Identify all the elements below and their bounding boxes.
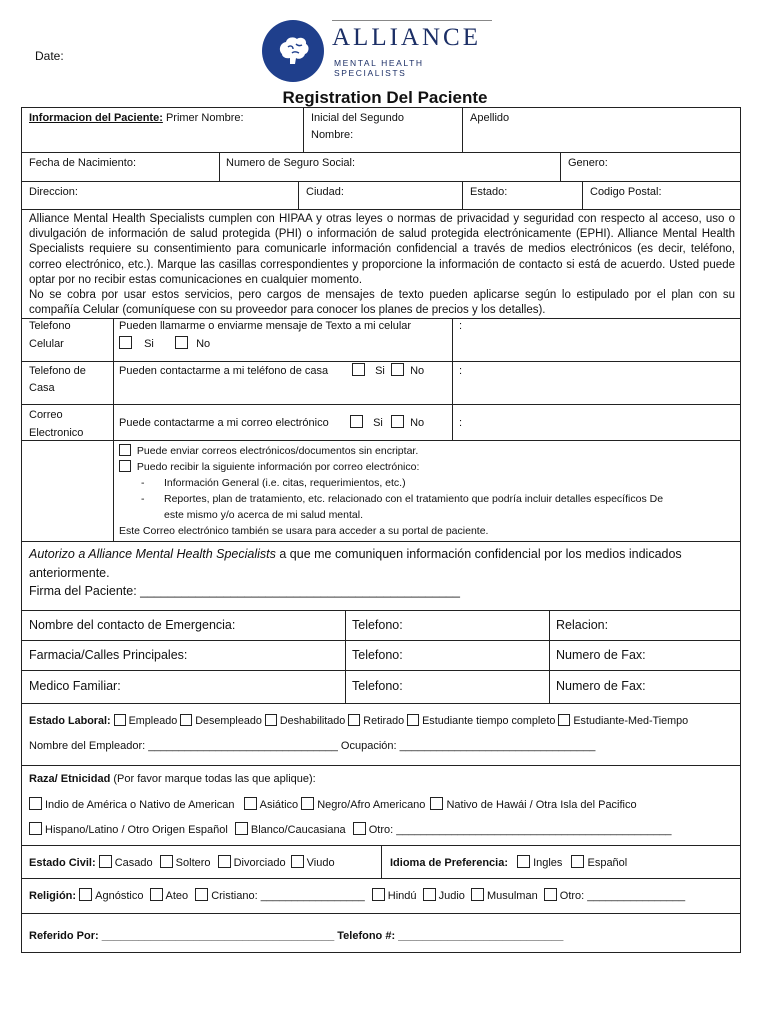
civil-label: Estado Civil: bbox=[29, 857, 96, 869]
widowed-label: Viudo bbox=[306, 857, 335, 869]
employed-checkbox[interactable] bbox=[114, 714, 126, 726]
authorization-rest: a que me comuniquen información confidencial por los medios indicados bbox=[275, 547, 682, 561]
rule bbox=[21, 640, 741, 641]
zip-label[interactable]: Codigo Postal: bbox=[590, 186, 662, 198]
christian-field[interactable]: Cristiano: _________________ bbox=[211, 890, 365, 902]
atheist-checkbox[interactable] bbox=[150, 888, 163, 901]
rule bbox=[582, 181, 583, 209]
doctor-phone-field[interactable]: Telefono: bbox=[352, 679, 403, 693]
email-receive-option[interactable] bbox=[119, 460, 419, 473]
doctor-fax-field[interactable]: Numero de Fax: bbox=[556, 679, 646, 693]
race-other-checkbox[interactable] bbox=[353, 822, 366, 835]
dob-label[interactable]: Fecha de Nacimiento: bbox=[29, 157, 136, 169]
race-asian-checkbox[interactable] bbox=[244, 797, 257, 810]
cell-no-checkbox[interactable] bbox=[175, 336, 188, 349]
employed-label: Empleado bbox=[128, 715, 178, 727]
rule bbox=[549, 610, 550, 703]
race-hawaiian-label: Nativo de Hawái / Otra Isla del Pacifico bbox=[446, 799, 637, 811]
race-hispanic-label: Hispano/Latino / Otro Origen Español bbox=[45, 824, 228, 836]
privacy-paragraph-1: Alliance Mental Health Specialists cumplen con HIPAA y otras leyes o normas de privacidad y seguridad con respecto al acceso, uso o divulgación de información de salud protegida (PHI) o información de salud protegida electrónicamente (EPHI). Alliance Mental Health Specialists requiere su consentimiento para comunicarle información confidencial a través de medios electrónicos (es decir, teléfono, correo electrónico, etc.). Marque las casillas correspondientes y proporcione la información de contacto si está de acuerdo. Usted puede optar por no recibir estas comunicaciones en cualquier momento. bbox=[29, 213, 735, 286]
employment-row bbox=[29, 714, 688, 727]
bullet: - bbox=[141, 493, 145, 505]
rule bbox=[560, 152, 561, 181]
home-prompt: Pueden contactarme a mi teléfono de casa bbox=[119, 365, 329, 377]
employment-label: Estado Laboral: bbox=[29, 715, 111, 727]
no-label: No bbox=[196, 338, 211, 350]
hindu-label: Hindú bbox=[387, 890, 417, 902]
state-label[interactable]: Estado: bbox=[470, 186, 508, 198]
cell-label-2: Celular bbox=[29, 338, 64, 350]
email-si-checkbox[interactable] bbox=[350, 415, 363, 428]
email-no-option[interactable] bbox=[391, 415, 424, 429]
race-heading bbox=[29, 773, 316, 785]
english-checkbox[interactable] bbox=[517, 855, 530, 868]
rule bbox=[21, 670, 741, 671]
rule bbox=[21, 703, 741, 704]
cell-si-option[interactable] bbox=[119, 336, 154, 350]
spanish-label: Español bbox=[587, 857, 628, 869]
agnostic-checkbox[interactable] bbox=[79, 888, 92, 901]
religion-row bbox=[29, 888, 685, 902]
rule bbox=[21, 913, 741, 914]
hindu-checkbox[interactable] bbox=[372, 888, 385, 901]
pharmacy-phone-field[interactable]: Telefono: bbox=[352, 648, 403, 662]
disabled-label: Deshabilitado bbox=[279, 715, 346, 727]
logo-rule bbox=[332, 20, 492, 21]
muslim-checkbox[interactable] bbox=[471, 888, 484, 901]
rule bbox=[21, 541, 741, 542]
logo-name: ALLIANCE bbox=[332, 24, 481, 51]
first-name-label: Primer Nombre: bbox=[165, 112, 244, 124]
student-full-checkbox[interactable] bbox=[407, 714, 419, 726]
logo-subtitle: MENTAL HEALTH SPECIALISTS bbox=[334, 58, 424, 78]
unencrypted-label: Puede enviar correos electrónicos/documentos sin encriptar. bbox=[136, 445, 419, 457]
cell-number-field[interactable]: : bbox=[459, 320, 463, 332]
widowed-checkbox[interactable] bbox=[291, 855, 304, 868]
email-prompt: Puede contactarme a mi correo electrónico bbox=[119, 417, 329, 429]
cell-label-1: Telefono bbox=[29, 320, 71, 332]
no-label: No bbox=[410, 365, 425, 377]
referral-field[interactable]: Referido Por: ______________________________________ Telefono #: ___________________________ bbox=[29, 930, 564, 942]
email-no-checkbox[interactable] bbox=[391, 415, 404, 428]
unencrypted-checkbox[interactable] bbox=[119, 444, 131, 456]
spanish-checkbox[interactable] bbox=[571, 855, 584, 868]
pharmacy-field[interactable]: Farmacia/Calles Principales: bbox=[29, 648, 188, 662]
civil-row bbox=[29, 855, 335, 869]
receive-checkbox[interactable] bbox=[119, 460, 131, 472]
rule bbox=[21, 361, 741, 362]
pharmacy-fax-field[interactable]: Numero de Fax: bbox=[556, 648, 646, 662]
home-si-option[interactable] bbox=[352, 363, 385, 377]
rule bbox=[345, 610, 346, 703]
rule bbox=[462, 181, 463, 209]
race-native-american-label: Indio de América o Nativo de American bbox=[45, 799, 235, 811]
race-black-checkbox[interactable] bbox=[301, 797, 314, 810]
divorced-checkbox[interactable] bbox=[218, 855, 231, 868]
home-label-1: Telefono de bbox=[29, 365, 86, 377]
email-label-1: Correo bbox=[29, 409, 63, 421]
married-label: Casado bbox=[114, 857, 153, 869]
language-label: Idioma de Preferencia: bbox=[390, 857, 508, 869]
emergency-contact-field[interactable]: Nombre del contacto de Emergencia: bbox=[29, 618, 236, 632]
disabled-checkbox[interactable] bbox=[265, 714, 277, 726]
cell-no-option[interactable] bbox=[175, 336, 210, 350]
race-row-1 bbox=[29, 797, 637, 811]
unemployed-checkbox[interactable] bbox=[180, 714, 192, 726]
rule bbox=[21, 878, 741, 879]
si-label: Si bbox=[373, 417, 383, 429]
rule bbox=[113, 318, 114, 541]
language-row bbox=[390, 855, 627, 869]
muslim-label: Musulman bbox=[486, 890, 538, 902]
english-label: Ingles bbox=[533, 857, 563, 869]
jewish-label: Judio bbox=[438, 890, 465, 902]
retired-checkbox[interactable] bbox=[348, 714, 360, 726]
home-label-2: Casa bbox=[29, 382, 55, 394]
no-label: No bbox=[410, 417, 425, 429]
home-no-option[interactable] bbox=[391, 363, 424, 377]
rule bbox=[452, 318, 453, 440]
home-number-field[interactable]: : bbox=[459, 365, 463, 377]
email-portal-note: Este Correo electrónico también se usara para acceder a su portal de paciente. bbox=[119, 525, 489, 537]
privacy-notice bbox=[29, 212, 735, 318]
married-checkbox[interactable] bbox=[99, 855, 112, 868]
divorced-label: Divorciado bbox=[233, 857, 286, 869]
authorization-statement bbox=[29, 547, 682, 561]
privacy-paragraph-2: No se cobra por usar estos servicios, pero cargos de mensajes de texto pueden aplicarse según lo estipulado por el plan con su compañía Celular (comuníquese con su proveedor para conocer los planes de precios y los detalles). bbox=[29, 289, 735, 317]
rule bbox=[303, 107, 304, 152]
home-no-checkbox[interactable] bbox=[391, 363, 404, 376]
rule bbox=[21, 404, 741, 405]
email-address-field[interactable]: : bbox=[459, 417, 463, 429]
race-hawaiian-checkbox[interactable] bbox=[430, 797, 443, 810]
email-si-option[interactable] bbox=[350, 415, 383, 429]
cell-prompt: Pueden llamarme o enviarme mensaje de Texto a mi celular bbox=[119, 320, 412, 332]
si-label: Si bbox=[375, 365, 385, 377]
rule bbox=[21, 181, 741, 182]
rule bbox=[298, 181, 299, 209]
race-black-label: Negro/Afro Americano bbox=[317, 799, 426, 811]
rule bbox=[21, 209, 741, 210]
jewish-checkbox[interactable] bbox=[423, 888, 436, 901]
middle-initial-label-1[interactable]: Inicial del Segundo bbox=[311, 112, 404, 124]
religion-label: Religión: bbox=[29, 890, 77, 902]
unemployed-label: Desempleado bbox=[195, 715, 262, 727]
address-label[interactable]: Direccion: bbox=[29, 186, 78, 198]
receive-label: Puedo recibir la siguiente información por correo electrónico: bbox=[136, 461, 420, 473]
agnostic-label: Agnóstico bbox=[95, 890, 144, 902]
authorization-italic: Autorizo a Alliance Mental Health Specialists bbox=[29, 547, 276, 561]
rule bbox=[462, 107, 463, 152]
middle-initial-label-2: Nombre: bbox=[311, 129, 354, 141]
gender-label[interactable]: Genero: bbox=[568, 157, 608, 169]
emergency-phone-field[interactable]: Telefono: bbox=[352, 618, 403, 632]
doctor-field[interactable]: Medico Familiar: bbox=[29, 679, 121, 693]
race-white-checkbox[interactable] bbox=[235, 822, 248, 835]
email-bullet-reports-cont: este mismo y/o acerca de mi salud mental. bbox=[164, 509, 363, 521]
emergency-relation-field[interactable]: Relacion: bbox=[556, 618, 609, 632]
authorization-line-2: anteriormente. bbox=[29, 566, 110, 580]
race-asian-label: Asiático bbox=[259, 799, 299, 811]
ssn-label[interactable]: Numero de Seguro Social: bbox=[226, 157, 356, 169]
date-label: Date: bbox=[35, 49, 64, 63]
employer-field[interactable]: Nombre del Empleador: _______________________________ Ocupación: ________________________________ bbox=[29, 740, 596, 752]
race-hint: (Por favor marque todas las que aplique): bbox=[110, 773, 316, 785]
student-half-label: Estudiante-Med-Tiempo bbox=[573, 715, 689, 727]
alliance-logo bbox=[262, 18, 497, 76]
race-hispanic-checkbox[interactable] bbox=[29, 822, 42, 835]
race-row-2 bbox=[29, 822, 672, 836]
patient-info-row[interactable] bbox=[29, 112, 244, 124]
race-white-label: Blanco/Caucasiana bbox=[250, 824, 346, 836]
single-checkbox[interactable] bbox=[160, 855, 173, 868]
race-label: Raza/ Etnicidad bbox=[29, 773, 111, 785]
religion-other-checkbox[interactable] bbox=[544, 888, 557, 901]
rule bbox=[219, 152, 220, 181]
email-bullet-general: Información General (i.e. citas, requerimientos, etc.) bbox=[164, 477, 406, 489]
atheist-label: Ateo bbox=[165, 890, 189, 902]
rule bbox=[381, 845, 382, 878]
signature-field[interactable]: Firma del Paciente: ______________________________________________ bbox=[29, 584, 460, 598]
christian-checkbox[interactable] bbox=[195, 888, 208, 901]
religion-other-field[interactable]: Otro: ________________ bbox=[559, 890, 686, 902]
email-label-2: Electronico bbox=[29, 427, 84, 439]
bullet: - bbox=[141, 477, 145, 489]
student-full-label: Estudiante tiempo completo bbox=[422, 715, 556, 727]
page-title: Registration Del Paciente bbox=[282, 88, 488, 107]
city-label[interactable]: Ciudad: bbox=[306, 186, 344, 198]
brain-logo-icon bbox=[262, 20, 324, 82]
race-native-american-checkbox[interactable] bbox=[29, 797, 42, 810]
rule bbox=[21, 765, 741, 766]
race-other-field[interactable]: Otro: _____________________________________________ bbox=[368, 824, 672, 836]
rule bbox=[21, 440, 741, 441]
patient-section-label: Informacion del Paciente: bbox=[29, 112, 163, 124]
rule bbox=[21, 610, 741, 611]
retired-label: Retirado bbox=[363, 715, 405, 727]
email-unencrypted-option[interactable] bbox=[119, 444, 418, 457]
single-label: Soltero bbox=[175, 857, 211, 869]
si-label: Si bbox=[144, 338, 154, 350]
rule bbox=[21, 152, 741, 153]
cell-si-checkbox[interactable] bbox=[119, 336, 132, 349]
home-si-checkbox[interactable] bbox=[352, 363, 365, 376]
student-half-checkbox[interactable] bbox=[558, 714, 570, 726]
email-bullet-reports: Reportes, plan de tratamiento, etc. relacionado con el tratamiento que podría incluir detalles específicos De bbox=[164, 493, 664, 505]
last-name-label[interactable]: Apellido bbox=[470, 112, 510, 124]
